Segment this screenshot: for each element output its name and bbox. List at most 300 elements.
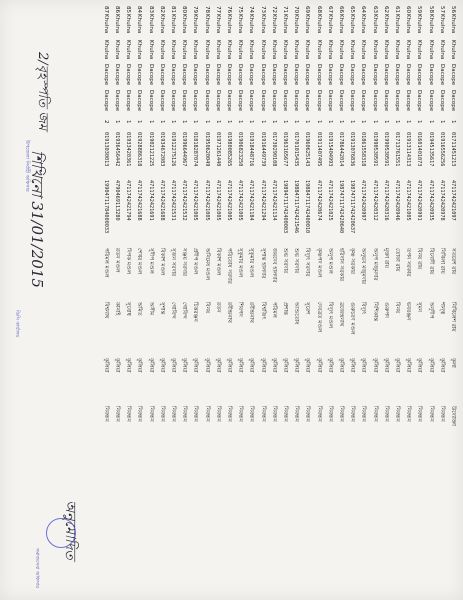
table-cell-type: নিবন্ধন [326,406,333,422]
table-cell-sl: 68 [315,6,322,14]
table-cell-mobile: 01960625143 [304,132,311,167]
table-cell-type: নিবন্ধন [102,406,109,422]
table-cell-father: চিত্তরঞ্জন [192,302,199,322]
table-cell-nid: 4711742421005 [237,180,244,221]
table-cell-type: নিবন্ধন [170,406,176,422]
table-cell-nid: 4790469113280 [114,180,120,221]
table-cell-name: অনুভব মজুমদার [360,248,367,285]
table-cell-upazila: Dacope [170,64,176,86]
table-cell-mobile: 01730290108 [270,132,277,167]
table-cell-mobile: 01913076836 [349,132,356,167]
table-cell-sl: 62 [382,6,389,14]
table-cell-type: নিবন্ধন [248,406,255,422]
table-cell-father: সুমন [416,302,423,313]
table-cell-father: দেবব্রত মণ্ডল [315,302,322,333]
table-cell-type: নিবন্ধন [181,406,188,422]
table-cell-union: Dacope [147,90,154,112]
table-cell-sl: 57 [438,6,445,14]
table-cell-sl: 75 [237,6,244,14]
table-cell-upazila: Dacope [293,64,300,86]
table-cell-village: কুলিয়া [181,358,188,373]
table-cell-union: Dacope [293,90,300,112]
table-cell-ward: 1 [158,120,165,124]
table-cell-mobile: 01980085265 [226,132,232,167]
table-cell-division: Khulna [416,40,423,60]
table-cell-ward: 1 [450,120,456,124]
table-cell-name: সুজন সরদার [170,248,176,277]
table-cell-father: সুশান্ত [158,302,165,315]
table-cell-name: সুদীপ মণ্ডল [147,248,154,274]
table-cell-father: কানাই [114,302,120,316]
table-cell-father: সুবোধ [125,302,132,316]
table-cell-mobile: 01906823250 [237,132,244,167]
table-cell-union: Dacope [438,90,445,112]
table-cell-name: বিকাশ মণ্ডল [158,248,165,276]
table-cell-nid: 4711742420946 [394,180,400,221]
table-cell-union: Dacope [226,90,232,112]
table-cell-sl: 61 [394,6,400,14]
table-cell-sl: 85 [125,6,132,14]
table-cell-father: নিখিলেশ রায় [450,302,456,332]
table-cell-ward: 1 [326,120,333,124]
table-cell-nid: 4711742421005 [192,180,199,221]
table-cell-type: নিবন্ধন [394,406,400,422]
table-cell-name: শুভ সরদার [293,248,300,274]
table-cell-district: Khulna [349,14,356,34]
table-cell-father: শিবপদ [237,302,244,317]
handwritten-signature-right: অনুমোদিত [62,500,78,560]
table-cell-union: Dacope [315,90,322,112]
table-cell-union: Dacope [394,90,400,112]
table-cell-village: কুলিয়া [427,358,434,373]
table-cell-sl: 65 [349,6,356,14]
table-cell-division: Khulna [248,40,255,60]
table-cell-ward: 1 [192,120,199,124]
table-cell-district: Khulna [371,14,378,34]
table-cell-village: কুলিয়া [259,358,266,373]
table-cell-district: Khulna [360,14,367,34]
table-cell-union: Dacope [158,90,165,112]
table-cell-mobile: 01911407495 [315,132,322,167]
table-cell-upazila: Dacope [181,64,188,86]
table-cell-upazila: Dacope [248,64,255,86]
table-cell-union: Dacope [214,90,221,112]
table-cell-mobile: 01928886318 [136,132,143,167]
table-cell-nid: 4711742420935 [427,180,434,221]
table-cell-upazila: Dacope [438,64,445,86]
table-cell-father: নিশিকান্ত [371,302,378,322]
table-cell-nid: 4711742421005 [405,180,412,221]
table-cell-type: নিবন্ধন [259,406,266,422]
handwritten-note: 2/বৃহস্পতি জম [35,52,50,131]
table-cell-division: Khulna [450,40,456,60]
table-cell-village: কুলিয়া [125,358,132,373]
table-cell-ward: 1 [338,120,344,124]
table-cell-district: Khulna [192,14,199,34]
table-cell-mobile: 01934672083 [158,132,165,167]
table-cell-village: কুলিয়া [371,358,378,373]
table-cell-village: কুলিয়া [416,358,423,373]
table-cell-village: কুলিয়া [349,358,356,373]
table-cell-sl: 58 [427,6,434,14]
table-cell-sl: 77 [214,6,221,14]
table-cell-ward: 1 [427,120,434,124]
table-cell-division: Khulna [293,40,300,60]
table-cell-district: Khulna [427,14,434,34]
table-cell-sl: 81 [170,6,176,14]
table-cell-village: কুলিয়া [192,358,199,373]
table-cell-ward: 1 [315,120,322,124]
table-cell-mobile: 01996644967 [181,132,188,167]
table-cell-upazila: Dacope [125,64,132,86]
table-cell-division: Khulna [405,40,412,60]
table-cell-type: নিবন্ধন [214,406,221,422]
table-cell-mobile: 01990530591 [382,132,389,167]
table-cell-upazila: Dacope [338,64,344,86]
table-cell-division: Khulna [326,40,333,60]
table-cell-nid: 4711742421688 [136,180,143,221]
table-cell-village: কুলিয়া [394,358,400,373]
table-cell-district: Khulna [158,14,165,34]
table-cell-ward: 1 [125,120,132,124]
table-cell-nid: 4711742421134 [270,180,277,221]
table-cell-name: বিনয় রায় [416,248,423,270]
table-cell-type: নিবন্ধন [114,406,120,422]
table-cell-father: গোবিন্দ [170,302,176,319]
table-cell-division: Khulna [438,40,445,60]
table-cell-division: Khulna [338,40,344,60]
stamp-left: উপজেলা নির্বাহী অফিসার [24,140,30,192]
table-cell-father: আশুতোষ [293,302,300,325]
table-cell-sl: 64 [360,6,367,14]
table-cell-sl: 74 [248,6,255,14]
table-cell-type: নিবন্ধন [147,406,154,422]
table-cell-village: কুলিয়া [304,358,311,373]
table-cell-district: Khulna [338,14,344,34]
table-cell-union: Dacope [427,90,434,112]
table-cell-sl: 86 [114,6,120,14]
table-cell-ward: 2 [102,120,109,124]
table-cell-father: গুরুপদ [382,302,389,318]
table-cell-father: বিদ্যুৎ মণ্ডল [326,302,333,329]
table-cell-mobile: 01971261440 [214,132,221,167]
table-cell-nid: 4711742421794 [125,180,132,221]
table-cell-nid: 4711742420991 [416,180,423,221]
table-cell-nid: 4711742421005 [214,180,221,221]
table-cell-division: Khulna [226,40,232,60]
table-cell-village: কুলিয়া [237,358,244,373]
table-cell-nid: 4711742421531 [170,180,176,221]
table-cell-ward: 1 [293,120,300,124]
table-cell-father: শান্ত্ব [438,302,445,315]
table-cell-upazila: Dacope [102,64,109,86]
table-cell-sl: 56 [450,6,456,14]
table-cell-union: Dacope [203,90,210,112]
table-cell-district: Khulna [226,14,232,34]
table-cell-ward: 1 [282,120,288,124]
table-cell-ward: 1 [438,120,445,124]
table-cell-name: মুক্তা রায় [382,248,389,268]
table-cell-division: Khulna [315,40,322,60]
table-cell-type: নিবন্ধন [371,406,378,422]
table-cell-name: বিদ্যুৎ সরদার [304,248,311,277]
table-cell-village: কুলিয়া [282,358,288,373]
table-cell-upazila: Dacope [147,64,154,86]
table-cell-type: নিবন্ধন [226,406,232,422]
table-cell-division: Khulna [259,40,266,60]
table-cell-name: শুভ সরদার [282,248,288,274]
table-cell-mobile: 01915404993 [326,132,333,167]
table-cell-district: Khulna [315,14,322,34]
table-cell-type: নিবন্ধন [136,406,143,422]
table-cell-division: Khulna [102,40,109,60]
table-cell-division: Khulna [282,40,288,60]
table-cell-type: নিবন্ধন [203,406,210,422]
table-cell-village: কুলিয়া [226,358,232,373]
table-cell-ward: 1 [203,120,210,124]
table-cell-name: শেখর মণ্ডল [136,248,143,275]
table-cell-union: Dacope [282,90,288,112]
table-cell-mobile: 01711451213 [450,132,456,167]
table-cell-nid: 19874711742420640 [338,180,344,234]
table-cell-district: Khulna [282,14,288,34]
table-cell-sl: 82 [158,6,165,14]
table-cell-district: Khulna [416,14,423,34]
table-cell-father: রবীন্দ্রনাথ [226,302,232,323]
table-cell-division: Khulna [382,40,389,60]
table-cell-ward: 1 [226,120,232,124]
table-cell-upazila: Dacope [192,64,199,86]
table-cell-name: তোফা রায় [394,248,400,272]
table-cell-upazila: Dacope [349,64,356,86]
table-cell-name: দিপক মণ্ডল [125,248,132,275]
table-cell-name: বিনোদী রায় [427,248,434,275]
table-cell-union: Dacope [270,90,277,112]
table-cell-mobile: 01913114313 [405,132,412,167]
table-cell-ward: 1 [170,120,176,124]
table-cell-division: Khulna [394,40,400,60]
table-cell-district: Khulna [125,14,132,34]
table-cell-nid: 4711742421025 [326,180,333,221]
table-cell-nid: 4711742420312 [371,180,378,221]
table-cell-name: রতন মণ্ডল [114,248,120,273]
table-cell-union: Dacope [338,90,344,112]
table-cell-upazila: Dacope [270,64,277,86]
table-cell-mobile: 01902121225 [147,132,154,167]
table-cell-village: কুলিয়া [147,358,154,373]
table-cell-sl: 73 [259,6,266,14]
handwritten-signature-date: শিখিনো 31/01/2015 [28,150,46,288]
table-cell-division: Khulna [237,40,244,60]
table-cell-nid: 4711742421532 [181,180,188,221]
table-cell-type: নিবন্ধন [304,406,311,422]
table-cell-division: Khulna [114,40,120,60]
table-cell-ward: 1 [416,120,423,124]
table-cell-district: Khulna [136,14,143,34]
table-cell-upazila: Dacope [371,64,378,86]
table-cell-division: Khulna [371,40,378,60]
table-cell-village: কুলিয়া [405,358,412,373]
table-cell-district: Khulna [382,14,389,34]
table-cell-village: কুলিয়া [382,358,389,373]
table-cell-father: রতন [214,302,221,313]
table-cell-village: কুলিয়া [158,358,165,373]
table-cell-division: Khulna [158,40,165,60]
table-cell-nid: 4711742421005 [203,180,210,221]
table-cell-ward: 1 [259,120,266,124]
table-cell-type: নিবন্ধন [192,406,199,422]
table-cell-mobile: 01701015435 [293,132,300,167]
table-cell-father: সুরেশ [304,302,311,315]
table-cell-father: গোবিন্দ [181,302,188,319]
stamp-bottom: ডিসি কার্যালয় [14,310,20,338]
table-cell-nid: 19884711742421546 [293,180,300,234]
table-cell-division: Khulna [136,40,143,60]
table-cell-division: Khulna [349,40,356,60]
table-cell-mobile: 01913030013 [102,132,109,167]
table-cell-nid: 4711742421097 [450,180,456,221]
table-cell-ward: 1 [237,120,244,124]
table-cell-type: নিবন্ধন [338,406,344,422]
table-cell-upazila: Dacope [382,64,389,86]
table-cell-district: Khulna [326,14,333,34]
table-cell-father: বিশ্বজিৎ [259,302,266,320]
table-cell-sl: 76 [226,6,232,14]
table-cell-village: কুলিয়া [170,358,176,373]
table-cell-ward: 1 [136,120,143,124]
table-cell-union: Dacope [371,90,378,112]
table-cell-ward: 1 [405,120,412,124]
table-cell-mobile: 01601401073 [416,132,423,167]
table-cell-union: Dacope [360,90,367,112]
table-cell-upazila: Dacope [315,64,322,86]
table-cell-union: Dacope [304,90,311,112]
table-cell-union: Dacope [181,90,188,112]
table-cell-type: নিবন্ধন [360,406,367,422]
table-cell-father: বিনয় [394,302,400,314]
table-cell-ward: 1 [214,120,221,124]
table-cell-division: Khulna [427,40,434,60]
table-cell-upazila: Dacope [158,64,165,86]
table-cell-district: Khulna [203,14,210,34]
table-cell-nid: 4711742421691 [147,180,154,221]
table-cell-union: Dacope [170,90,176,112]
table-cell-sl: 87 [102,6,109,14]
round-stamp-mark [46,518,76,548]
table-cell-mobile: 01933420361 [125,132,132,167]
table-cell-upazila: Dacope [405,64,412,86]
table-cell-district: Khulna [181,14,188,34]
table-cell-upazila: Dacope [203,64,210,86]
table-cell-sl: 84 [136,6,143,14]
table-cell-ward: 1 [304,120,311,124]
table-cell-ward: 1 [114,120,120,124]
table-cell-sl: 69 [304,6,311,14]
table-cell-union: Dacope [405,90,412,112]
table-cell-upazila: Dacope [214,64,221,86]
table-cell-father: প্রশান্ত [282,302,288,315]
table-cell-type: উদ্যোক্তা [450,406,456,426]
table-cell-name: হরিদাস সরকার [338,248,344,282]
table-cell-mobile: 01912275126 [170,132,176,167]
table-cell-father: বিনয় [203,302,210,314]
table-cell-union: Dacope [382,90,389,112]
table-cell-type: নিবন্ধন [282,406,288,422]
table-cell-name: কৃষ্ণপদ মণ্ডল [315,248,322,278]
table-cell-village: কুলিয়া [438,358,445,373]
table-cell-name: অনিমেষ মণ্ডল [203,248,210,281]
table-cell-district: Khulna [102,14,109,34]
table-cell-village: কুলিয়া [360,358,367,373]
table-cell-nid: 19884711742400010 [304,180,311,234]
table-cell-union: Dacope [349,90,356,112]
table-cell-father: বিশ্বনাথ [102,302,109,319]
table-cell-type: নিবন্ধন [125,406,132,422]
table-cell-village: কুলিয়া [248,358,255,373]
table-cell-mobile: 01916556256 [438,132,445,167]
table-cell-union: Dacope [192,90,199,112]
table-cell-mobile: 01861558318 [360,132,367,167]
table-cell-type: নিবন্ধন [315,406,322,422]
table-cell-sl: 66 [338,6,344,14]
table-cell-district: Khulna [248,14,255,34]
table-cell-union: Dacope [326,90,333,112]
table-cell-type: নিবন্ধন [158,406,165,422]
table-cell-upazila: Dacope [427,64,434,86]
table-cell-type: নিবন্ধন [293,406,300,422]
table-cell-name: অনুপ মজুমদার [371,248,378,281]
table-cell-sl: 67 [326,6,333,14]
table-cell-ward: 1 [181,120,188,124]
table-cell-district: Khulna [405,14,412,34]
table-cell-district: Khulna [147,14,154,34]
table-cell-union: Dacope [102,90,109,112]
table-cell-mobile: 01945135617 [427,132,434,167]
table-cell-mobile: 01713761551 [394,132,400,167]
table-cell-upazila: Dacope [259,64,266,86]
table-cell-village: কুলিয়া [102,358,109,373]
table-cell-type: নিবন্ধন [416,406,423,422]
table-cell-nid: 19894711742400003 [282,180,288,234]
table-cell-upazila: Dacope [326,64,333,86]
table-cell-ward: 1 [147,120,154,124]
table-cell-type: নিবন্ধন [405,406,412,422]
table-cell-upazila: Dacope [416,64,423,86]
table-cell-union: Dacope [248,90,255,112]
table-cell-division: Khulna [214,40,221,60]
table-cell-sl: 83 [147,6,154,14]
table-cell-ward: 1 [360,120,367,124]
table-cell-father: অনুদীপ [427,302,434,319]
table-cell-village: কুলিয়া [270,358,277,373]
table-cell-division: Khulna [360,40,367,60]
table-cell-nid: 4711742420674 [315,180,322,221]
table-cell-union: Dacope [416,90,423,112]
table-cell-village: কুলিয়া [338,358,344,373]
table-cell-sl: 79 [192,6,199,14]
table-cell-name: সুকুমার মণ্ডল [237,248,244,278]
table-cell-upazila: Dacope [304,64,311,86]
table-cell-union: Dacope [450,90,456,112]
table-cell-nid: 4711742421294 [259,180,266,221]
table-cell-district: Khulna [394,14,400,34]
table-cell-mobile: 01963165677 [282,132,288,167]
table-cell-nid: 4711742421688 [158,180,165,221]
table-cell-upazila: Dacope [450,64,456,86]
table-cell-nid: 4711742421005 [226,180,232,221]
table-cell-name: পরিতোষ সরদার [226,248,232,284]
table-cell-ward: 1 [270,120,277,124]
